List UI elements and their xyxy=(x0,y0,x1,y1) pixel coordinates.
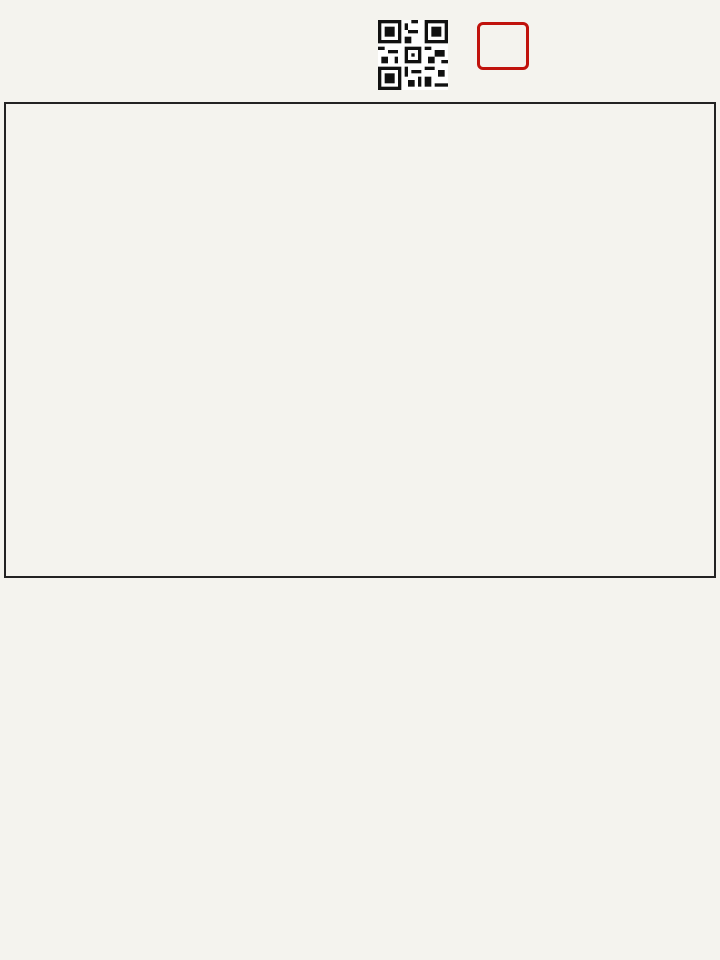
qr-code-icon[interactable] xyxy=(378,20,448,90)
yearly-table xyxy=(4,590,716,952)
chart-grid xyxy=(4,102,716,578)
seal-stamp xyxy=(477,22,529,70)
page-header xyxy=(0,0,720,100)
